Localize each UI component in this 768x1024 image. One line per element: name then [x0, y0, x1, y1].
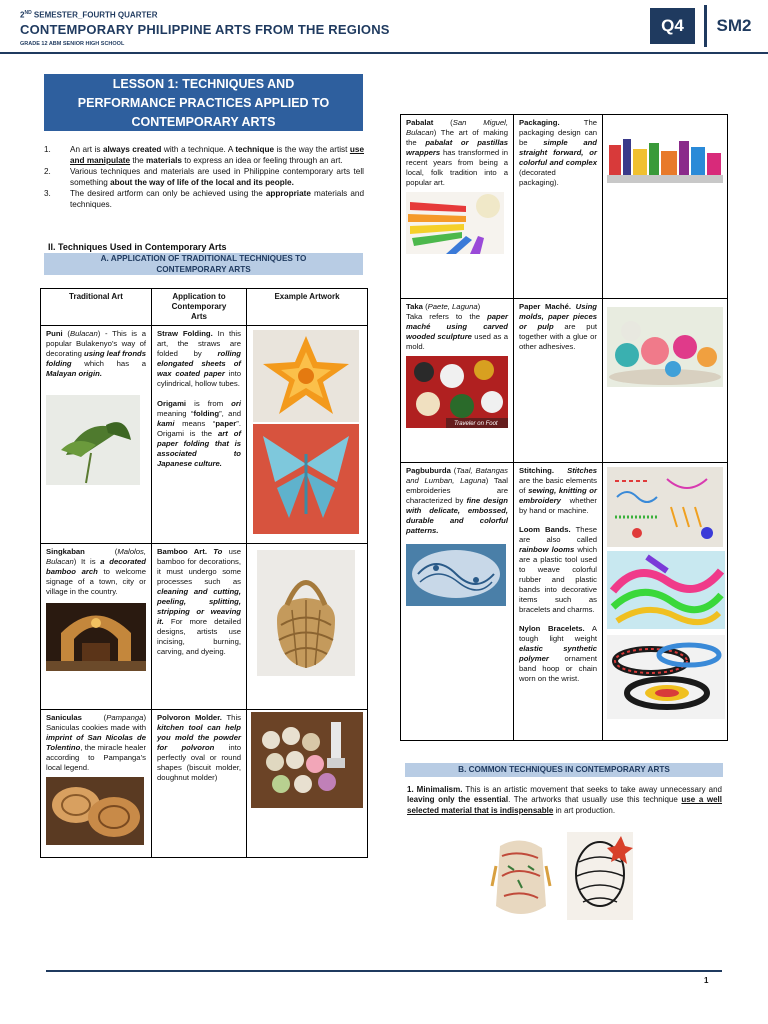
section-heading: II. Techniques Used in Contemporary Arts — [48, 242, 227, 252]
header-rule — [0, 52, 768, 54]
list-item: 2. Various techniques and materials are used in Philippine contemporary arts tell something about the way of life of the local and its people. — [44, 167, 364, 187]
minimalism-paragraph: 1. Minimalism. This is an artistic movement that seeks to take away unnecessary and leaving only the essential. The artworks that usually use this technique use a well selected material that is indispensable in art production. — [407, 785, 723, 815]
document-title: CONTEMPORARY PHILIPPINE ARTS FROM THE REGIONS — [20, 22, 390, 37]
table-cell-images — [247, 710, 368, 858]
techniques-table-left — [40, 288, 368, 858]
table-cell-paper-mache: Paper Maché. Using molds, paper pieces or pulp are put together with a glue or other adhesives. — [514, 299, 603, 463]
minimalist-face-artwork-1 — [488, 836, 554, 920]
page-number: 1 — [704, 976, 709, 985]
packaging-products-image — [607, 135, 723, 183]
techniques-table-right — [400, 114, 728, 741]
embroidery-image — [406, 544, 506, 606]
intro-list — [44, 145, 364, 211]
list-item: 3. The desired artform can only be achieved using the appropriate materials and techniques. — [44, 189, 364, 209]
table-cell-pabalat: Pabalat (San Miguel, Bulacan) The art of making the pabalat or pastillas wrappers has transformed in recent years from being a local, folk tradition into a popular art. — [401, 115, 514, 299]
paper-mache-figures-image — [607, 307, 723, 387]
table-cell-images — [603, 463, 728, 741]
table-cell-singkaban: Singkaban (Malolos, Bulacan) It is a decorated bamboo arch to welcome signage of a town, city or village in the country. — [41, 544, 152, 710]
grade-label: GRADE 12 ABM SENIOR HIGH SCHOOL — [20, 41, 125, 47]
saniculas-cookies-image — [46, 777, 144, 845]
table-cell-images — [247, 544, 368, 710]
table-cell-saniculas: Saniculas (Pampanga) Saniculas cookies made with imprint of San Nicolas de Tolentino, the miracle healer according to Pampanga’s local legend. — [41, 710, 152, 858]
lesson-title: LESSON 1: TECHNIQUES AND PERFORMANCE PRACTICES APPLIED TO CONTEMPORARY ARTS — [44, 74, 363, 131]
table-cell-images — [603, 299, 728, 463]
puni-leaf-bird-image — [46, 395, 140, 485]
loom-bands-image — [607, 551, 725, 629]
singkaban-arch-image — [46, 603, 146, 671]
table-cell-taka: Taka (Paete, Laguna) Taka refers to the paper maché using carved wooded sculpture used as a mold. Traveler on Foot — [401, 299, 514, 463]
quarter-badge: Q4 — [650, 8, 695, 44]
table-cell-images — [603, 115, 728, 299]
table-cell-bamboo: Bamboo Art. To use bamboo for decorations, it must undergo some processes such as cleaning and cutting, peeling, splitting, stripping or weaving it. For more detailed designs, artists use incising, burning, carving, and dyeing. — [152, 544, 247, 710]
table-cell-pagburda: Pagbuburda (Taal, Batangas and Lumban, Laguna) Taal embroideries are characterized by fine design with delicate, embossed, durable and colorful patterns. — [401, 463, 514, 741]
table-cell-straw: Straw Folding. In this art, the straws are folded by rolling elongated sheets of wax coated paper into cylindrical, hollow tubes. Origami is from ori meaning “folding”, and kami means “paper”. Origami is the art of paper folding that is associated to Japanese culture. — [152, 326, 247, 544]
straw-star-image — [253, 330, 359, 422]
table-cell-packaging: Packaging. The packaging design can be simple and straight forward, or colorful and complex (decorated packaging). — [514, 115, 603, 299]
column-header: Application to Contemporary Arts — [152, 289, 247, 326]
taka-paper-mache-image — [406, 356, 508, 428]
nylon-bracelets-image — [607, 635, 725, 719]
polvoron-molder-image — [251, 712, 363, 808]
module-badge: SM2 — [716, 16, 752, 35]
stitching-sampler-image — [607, 467, 723, 547]
column-header: Traditional Art — [41, 289, 152, 326]
table-cell-images — [247, 326, 368, 544]
column-header: Example Artwork — [247, 289, 368, 326]
pabalat-wrappers-image — [406, 192, 504, 254]
table-cell-polvoron: Polvoron Molder. This kitchen tool can help you mold the powder for polvoron into perfectly oval or round shapes (biscuit molder, doughnut molder) — [152, 710, 247, 858]
minimalist-face-artwork-2 — [567, 832, 633, 920]
image-caption: Traveler on Foot — [454, 421, 498, 427]
origami-butterfly-image — [253, 424, 359, 534]
header-divider — [704, 5, 707, 47]
footer-rule — [46, 970, 722, 972]
table-cell-puni: Puni (Bulacan) - This is a popular Bulakenyo’s way of decorating using leaf fronds folding which has a Malayan origin. — [41, 326, 152, 544]
section-a-banner: A. APPLICATION OF TRADITIONAL TECHNIQUES TO CONTEMPORARY ARTS — [44, 253, 363, 275]
bamboo-basket-image — [257, 550, 355, 676]
table-cell-stitching: Stitching. Stitches are the basic elements of sewing, knitting or embroidery whether by hand or machine. Loom Bands. These are also called rainbow looms which are a plastic tool used to weave colorful rubber and plastic bands into decorative items such as bracelets and charms. Nylon Bracelets. A tough light weight elastic synthetic polymer ornament band hoop or chain worn on the wrist. — [514, 463, 603, 741]
list-item: 1. An art is always created with a technique. A technique is the way the artist use and manipulate the materials to express an idea or feeling through an art. — [44, 145, 365, 165]
semester-label: 2ND SEMESTER_FOURTH QUARTER — [20, 10, 158, 20]
section-b-banner: B. COMMON TECHNIQUES IN CONTEMPORARY ARTS — [405, 763, 723, 777]
